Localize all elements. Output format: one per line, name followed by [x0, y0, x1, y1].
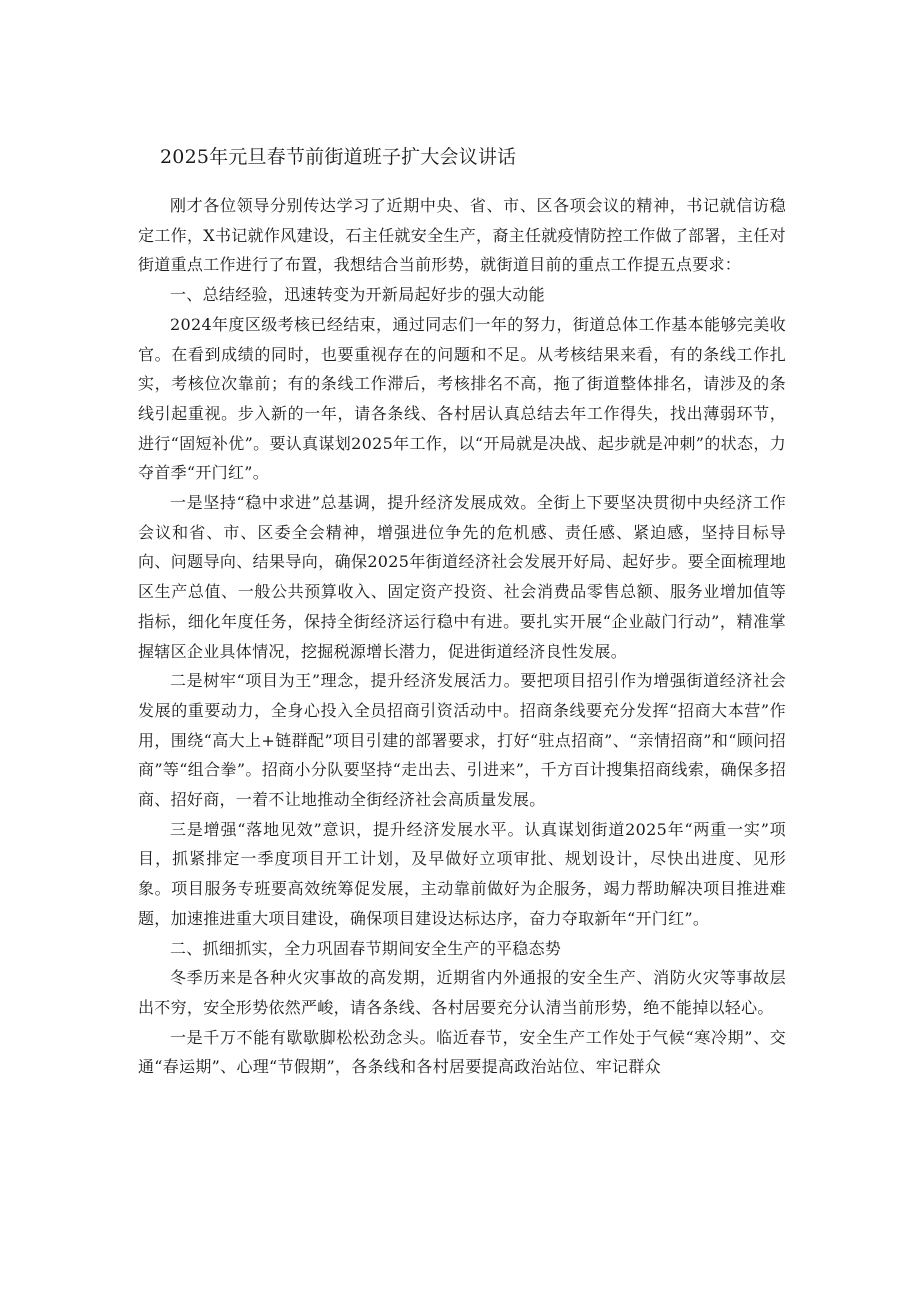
document-title: 2025年元旦春节前街道班子扩大会议讲话 [160, 146, 517, 168]
section-heading-1: 一、总结经验，迅速转变为开新局起好步的强大动能 [170, 285, 545, 305]
paragraph: 二是树牢“项目为王”理念，提升经济发展活力。要把项目招引作为增强街道经济社会发展的重要动力，全身心投入全员招商引资活动中。招商条线要充分发挥“招商大本营”作用，围绕“高大上+链群配”项目引建的部署要求，打好“驻点招商”、“亲情招商”和“顾问招商”等“组合拳”。招商小分队要坚持“走出去、引进来”，千方百计搜集招商线索，确保多招商、招好商，一着不让地推动全街经济社会高质量发展。 [138, 671, 786, 810]
paragraph: 一是坚持“稳中求进”总基调，提升经济发展成效。全街上下要坚决贯彻中央经济工作会议和省、市、区委全会精神，增强进位争先的危机感、责任感、紧迫感，坚持目标导向、问题导向、结果导向，确保2025年街道经济社会发展开好局、起好步。要全面梳理地区生产总值、一般公共预算收入、固定资产投资、社会消费品零售总额、服务业增加值等指标，细化年度任务，保持全街经济运行稳中有进。要扎实开展“企业敲门行动”，精准掌握辖区企业具体情况，挖掘税源增长潜力，促进街道经济良性发展。 [138, 493, 786, 661]
paragraph-intro: 刚才各位领导分别传达学习了近期中央、省、市、区各项会议的精神，书记就信访稳定工作，X书记就作风建设，石主任就安全生产，裔主任就疫情防控工作做了部署，主任对街道重点工作进行了布置，我想结合当前形势，就街道目前的重点工作提五点要求： [138, 196, 786, 275]
document-body [138, 191, 786, 1082]
paragraph: 2024年度区级考核已经结束，通过同志们一年的努力，街道总体工作基本能够完美收官。在看到成绩的同时，也要重视存在的问题和不足。从考核结果来看，有的条线工作扎实，考核位次靠前；有的条线工作滞后，考核排名不高，拖了街道整体排名，请涉及的条线引起重视。步入新的一年，请各条线、各村居认真总结去年工作得失，找出薄弱环节，进行“固短补优”。要认真谋划2025年工作，以“开局就是决战、起步就是冲刺”的状态，力夺首季“开门红”。 [138, 314, 786, 483]
section-heading-2: 二、抓细抓实，全力巩固春节期间安全生产的平稳态势 [170, 938, 562, 958]
paragraph: 一是千万不能有歇歇脚松松劲念头。临近春节，安全生产工作处于气候“寒冷期”、交通“春运期”、心理“节假期”，各条线和各村居要提高政治站位、牢记群众 [138, 1027, 786, 1077]
paragraph: 三是增强“落地见效”意识，提升经济发展水平。认真谋划街道2025年“两重一实”项目，抓紧排定一季度项目开工计划，及早做好立项审批、规划设计，尽快出进度、见形象。项目服务专班要高效统筹促发展，主动靠前做好为企服务，竭力帮助解决项目推进难题，加速推进重大项目建设，确保项目建设达标达序，奋力夺取新年“开门红”。 [138, 819, 786, 928]
paragraph: 冬季历来是各种火灾事故的高发期，近期省内外通报的安全生产、消防火灾等事故层出不穷，安全形势依然严峻，请各条线、各村居要充分认清当前形势，绝不能掉以轻心。 [138, 968, 786, 1017]
